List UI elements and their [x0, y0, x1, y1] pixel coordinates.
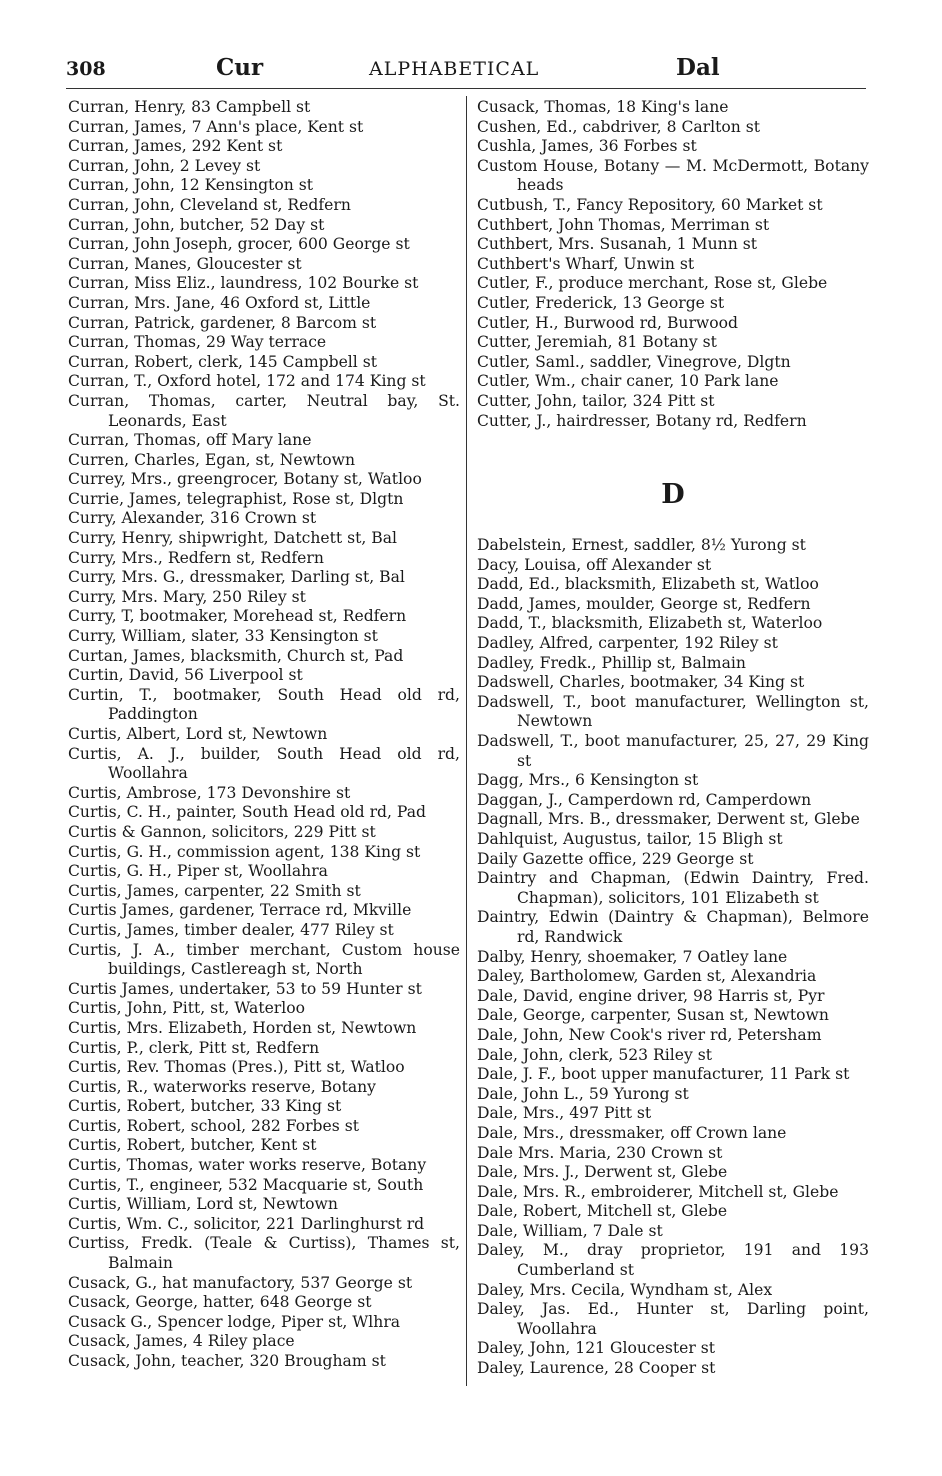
directory-entry: Dadd, James, moulder, George st, Redfern — [477, 594, 811, 613]
directory-entry: Cushla, James, 36 Forbes st — [477, 137, 697, 156]
directory-entry: Curran, Patrick, gardener, 8 Barcom st — [68, 313, 377, 332]
directory-entry: Curtin, David, 56 Liverpool st — [68, 666, 303, 685]
header-rule — [66, 88, 866, 89]
directory-entry: Dale, John, New Cook's river rd, Petersham — [477, 1025, 822, 1044]
directory-entry: Dale, Mrs., dressmaker, off Crown lane — [477, 1123, 787, 1142]
directory-entry: Dale, Robert, Mitchell st, Glebe — [477, 1202, 728, 1221]
directory-entry: Curry, William, slater, 33 Kensington st — [68, 627, 378, 646]
directory-entry: Curtis, G. H., Piper st, Woollahra — [68, 862, 328, 881]
directory-entry: Curran, T., Oxford hotel, 172 and 174 King st — [68, 372, 426, 391]
directory-entry: Curry, T, bootmaker, Morehead st, Redfern — [68, 607, 407, 626]
right-column — [477, 98, 869, 1379]
directory-entry: Curran, John Joseph, grocer, 600 George st — [68, 235, 410, 254]
directory-entry: Curtis, Rev. Thomas (Pres.), Pitt st, Watloo — [68, 1058, 405, 1077]
guide-word-left: Cur — [216, 54, 264, 81]
directory-entry: Curtin, T., bootmaker, South Head old rd, Paddington — [68, 685, 460, 724]
directory-entry: Curtis, Ambrose, 173 Devonshire st — [68, 783, 351, 802]
directory-entry: Dadley, Fredk., Phillip st, Balmain — [477, 653, 746, 672]
directory-entry: Curran, Robert, clerk, 145 Campbell st — [68, 352, 378, 371]
directory-entry: Cusack, James, 4 Riley place — [68, 1332, 295, 1351]
directory-entry: Dale, David, engine driver, 98 Harris st, Pyr — [477, 986, 825, 1005]
directory-entry: Dadswell, T., boot manufacturer, Wellington st, Newtown — [477, 692, 869, 731]
directory-entry: Curran, Miss Eliz., laundress, 102 Bourke st — [68, 274, 419, 293]
directory-entry: Cusack, G., hat manufactory, 537 George st — [68, 1273, 413, 1292]
directory-entry: Cutter, J., hairdresser, Botany rd, Redfern — [477, 411, 807, 430]
column-divider — [466, 96, 467, 1386]
directory-entry: Curtis, John, Pitt, st, Waterloo — [68, 999, 306, 1018]
directory-entry: Dale, John, clerk, 523 Riley st — [477, 1045, 713, 1064]
directory-entry: Dale, Mrs. R., embroiderer, Mitchell st, Glebe — [477, 1182, 839, 1201]
directory-entry: Curran, John, 12 Kensington st — [68, 176, 314, 195]
directory-entry: Cutler, Saml., saddler, Vinegrove, Dlgtn — [477, 352, 791, 371]
directory-entry: Cutler, F., produce merchant, Rose st, Glebe — [477, 274, 828, 293]
directory-entry: Cutler, Frederick, 13 George st — [477, 293, 725, 312]
directory-entry: Curtan, James, blacksmith, Church st, Pad — [68, 646, 404, 665]
directory-entry: Curry, Henry, shipwright, Datchett st, Bal — [68, 529, 398, 548]
directory-entry: Dale, William, 7 Dale st — [477, 1221, 663, 1240]
directory-entry: Curry, Alexander, 316 Crown st — [68, 509, 317, 528]
directory-entry: Curtis, Wm. C., solicitor, 221 Darlinghurst rd — [68, 1214, 425, 1233]
directory-entry: Cuthbert's Wharf, Unwin st — [477, 254, 695, 273]
directory-entry: Curran, Thomas, off Mary lane — [68, 431, 312, 450]
directory-entry: Curtis, James, timber dealer, 477 Riley st — [68, 920, 394, 939]
directory-entry: Dahlquist, Augustus, tailor, 15 Bligh st — [477, 830, 783, 848]
directory-entry: Daily Gazette office, 229 George st — [477, 849, 754, 868]
directory-entry: Dale, Mrs. J., Derwent st, Glebe — [477, 1163, 728, 1182]
directory-entry: Curtis, James, carpenter, 22 Smith st — [68, 881, 361, 900]
directory-entry: Cushen, Ed., cabdriver, 8 Carlton st — [477, 117, 761, 136]
directory-entry: Curtis, William, Lord st, Newtown — [68, 1195, 338, 1214]
directory-entry: Curran, Mrs. Jane, 46 Oxford st, Little — [68, 293, 371, 312]
directory-entry: Dale, George, carpenter, Susan st, Newtown — [477, 1006, 829, 1025]
directory-entry: Daley, Bartholomew, Garden st, Alexandria — [477, 967, 817, 986]
directory-entry: Curry, Mrs. Mary, 250 Riley st — [68, 587, 306, 606]
directory-entry: Curtis, T., engineer, 532 Macquarie st, South — [68, 1175, 424, 1194]
directory-entry: Daintry, Edwin (Daintry & Chapman), Belmore rd, Randwick — [477, 908, 869, 946]
directory-entry: Curtis James, undertaker, 53 to 59 Hunter st — [68, 979, 422, 998]
directory-entry: Curtiss, Fredk. (Teale & Curtiss), Thames st, Balmain — [68, 1234, 460, 1273]
directory-entry: Cusack G., Spencer lodge, Piper st, Wlhra — [68, 1312, 401, 1331]
directory-entry: Curran, Thomas, carter, Neutral bay, St. Leonards, East — [68, 391, 460, 430]
directory-entry: Currey, Mrs., greengrocer, Botany st, Watloo — [68, 470, 422, 489]
right-column-d-entries — [477, 536, 869, 1379]
directory-entry: Cutter, John, tailor, 324 Pitt st — [477, 391, 715, 410]
directory-entry: Curtis, J. A., timber merchant, Custom house buildings, Castlereagh st, North — [68, 940, 460, 979]
directory-entry: Curtis, Albert, Lord st, Newtown — [68, 725, 328, 743]
directory-entry: Dale Mrs. Maria, 230 Crown st — [477, 1143, 723, 1162]
directory-entry: Daley, Mrs. Cecila, Wyndham st, Alex — [477, 1280, 773, 1299]
directory-entry: Daley, Jas. Ed., Hunter st, Darling point, Woollahra — [477, 1300, 869, 1338]
page-number: 308 — [66, 58, 106, 80]
directory-entry: Curran, James, 292 Kent st — [68, 137, 283, 156]
directory-entry: Dadswell, Charles, bootmaker, 34 King st — [477, 673, 805, 692]
directory-entry: Curran, John, butcher, 52 Day st — [68, 215, 325, 234]
directory-entry: Curtis & Gannon, solicitors, 229 Pitt st — [68, 822, 376, 841]
directory-entry: Dadswell, T., boot manufacturer, 25, 27, 29 King st — [477, 732, 869, 770]
directory-entry: Dagnall, Mrs. B., dressmaker, Derwent st, Glebe — [477, 810, 860, 829]
page-header — [66, 54, 866, 86]
directory-entry: Curran, Thomas, 29 Way terrace — [68, 333, 327, 352]
directory-entry: Curtis, Robert, butcher, 33 King st — [68, 1097, 342, 1116]
directory-entry: Curran, Manes, Gloucester st — [68, 254, 302, 273]
directory-entry: Curran, Henry, 83 Campbell st — [68, 98, 311, 116]
directory-entry: Cuthbert, John Thomas, Merriman st — [477, 215, 770, 234]
directory-entry: Curran, James, 7 Ann's place, Kent st — [68, 117, 364, 136]
directory-entry: Curtis, Robert, butcher, Kent st — [68, 1136, 317, 1155]
guide-word-right: Dal — [676, 54, 720, 81]
directory-entry: Cuthbert, Mrs. Susanah, 1 Munn st — [477, 235, 757, 254]
directory-entry: Daley, John, 121 Gloucester st — [477, 1339, 716, 1358]
directory-entry: Cutbush, T., Fancy Repository, 60 Market st — [477, 195, 823, 214]
directory-entry: Curry, Mrs., Redfern st, Redfern — [68, 548, 324, 567]
left-column — [68, 98, 460, 1372]
directory-entry: Curry, Mrs. G., dressmaker, Darling st, Bal — [68, 568, 405, 587]
directory-entry: Curren, Charles, Egan, st, Newtown — [68, 450, 355, 469]
directory-entry: Curran, John, Cleveland st, Redfern — [68, 195, 351, 214]
directory-entry: Cutler, H., Burwood rd, Burwood — [477, 313, 739, 332]
directory-entry: Cusack, Thomas, 18 King's lane — [477, 98, 729, 116]
directory-entry: Currie, James, telegraphist, Rose st, Dlgtn — [68, 489, 404, 508]
section-letter: D — [661, 479, 685, 511]
directory-entry: Cutter, Jeremiah, 81 Botany st — [477, 333, 717, 352]
directory-entry: Daley, M., dray proprietor, 191 and 193 Cumberland st — [477, 1241, 869, 1280]
directory-entry: Dabelstein, Ernest, saddler, 8½ Yurong st — [477, 536, 806, 555]
directory-entry: Curtis, R., waterworks reserve, Botany — [68, 1077, 376, 1096]
directory-entry: Dale, Mrs., 497 Pitt st — [477, 1104, 652, 1123]
directory-entry: Dadd, T., blacksmith, Elizabeth st, Waterloo — [477, 614, 823, 633]
directory-entry: Dagg, Mrs., 6 Kensington st — [477, 771, 699, 790]
directory-entry: Curtis James, gardener, Terrace rd, Mkville — [68, 901, 412, 920]
right-column-c-entries — [477, 98, 869, 431]
directory-entry: Curtis, C. H., painter, South Head old rd, Pad — [68, 803, 426, 822]
directory-entry: Dalby, Henry, shoemaker, 7 Oatley lane — [477, 947, 788, 966]
directory-entry: Daggan, J., Camperdown rd, Camperdown — [477, 790, 812, 809]
directory-entry: Cusack, John, teacher, 320 Brougham st — [68, 1352, 386, 1370]
directory-entry: Curtis, A. J., builder, South Head old rd, Woollahra — [68, 744, 460, 783]
directory-entry: Daintry and Chapman, (Edwin Daintry, Fred. Chapman), solicitors, 101 Elizabeth st — [477, 869, 869, 907]
directory-entry: Dale, John L., 59 Yurong st — [477, 1084, 689, 1103]
directory-entry: Curran, John, 2 Levey st — [68, 156, 261, 175]
directory-entry: Curtis, Mrs. Elizabeth, Horden st, Newtown — [68, 1018, 417, 1037]
directory-entry: Dale, J. F., boot upper manufacturer, 11 Park st — [477, 1065, 850, 1084]
directory-entry: Daley, Laurence, 28 Cooper st — [477, 1359, 716, 1378]
directory-entry: Dadley, Alfred, carpenter, 192 Riley st — [477, 634, 778, 653]
directory-entry: Cutler, Wm., chair caner, 10 Park lane — [477, 372, 779, 391]
directory-entry: Curtis, G. H., commission agent, 138 King st — [68, 842, 421, 861]
directory-entry: Dacy, Louisa, off Alexander st — [477, 555, 712, 574]
directory-entry: Dadd, Ed., blacksmith, Elizabeth st, Watloo — [477, 575, 819, 594]
page-title: ALPHABETICAL — [369, 58, 540, 80]
directory-entry: Cusack, George, hatter, 648 George st — [68, 1293, 372, 1312]
directory-entry: Curtis, P., clerk, Pitt st, Redfern — [68, 1038, 320, 1057]
directory-entry: Curtis, Robert, school, 282 Forbes st — [68, 1116, 359, 1135]
directory-entry: Curtis, Thomas, water works reserve, Botany — [68, 1156, 427, 1175]
directory-entry: Custom House, Botany — M. McDermott, Botany heads — [477, 156, 869, 195]
